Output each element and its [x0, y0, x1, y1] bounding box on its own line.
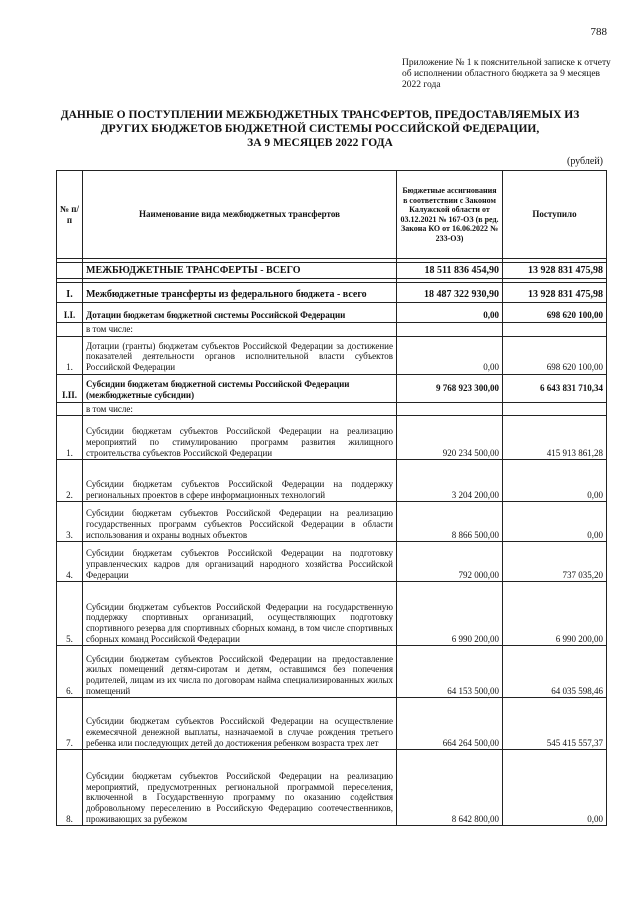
- row-fact: 415 913 861,28: [503, 416, 607, 460]
- transfers-table: [56, 170, 607, 826]
- row-fact: 6 990 200,00: [503, 582, 607, 646]
- table-row: [57, 750, 607, 826]
- row-plan: 18 511 836 454,90: [397, 263, 503, 279]
- row-fact: 0,00: [503, 460, 607, 502]
- row-name: Субсидии бюджетам субъектов Российской Федерации на подготовку управленческих кадров для организаций народного хозяйства Российской Федерации: [83, 542, 397, 582]
- row-name: Межбюджетные трансферты из федерального бюджета - всего: [83, 283, 397, 303]
- row-fact: 0,00: [503, 502, 607, 542]
- row-num: 8.: [57, 750, 83, 826]
- row-num: 1.: [57, 336, 83, 374]
- title-line-3: ЗА 9 МЕСЯЦЕВ 2022 ГОДА: [247, 137, 393, 149]
- row-name: Субсидии бюджетам субъектов Российской Федерации на поддержку региональных проектов в сфере информационных технологий: [83, 460, 397, 502]
- row-name: Субсидии бюджетам субъектов Российской Федерации на реализацию мероприятий по стимулированию программ развития жилищного строительства субъектов Российской Федерации: [83, 416, 397, 460]
- row-fact: 545 415 557,37: [503, 698, 607, 750]
- row-fact: 6 643 831 710,34: [503, 374, 607, 402]
- header-name: Наименование вида межбюджетных трансфертов: [83, 171, 397, 259]
- row-num: 5.: [57, 582, 83, 646]
- table-row-total: [57, 263, 607, 279]
- table-row: [57, 698, 607, 750]
- table-row-incl: [57, 323, 607, 337]
- header-plan: Бюджетные ассигнования в соответствии с Законом Калужской области от 03.12.2021 № 167-ОЗ (в ред. Закона КО от 16.06.2022 № 233-ОЗ): [397, 171, 503, 259]
- row-plan: 9 768 923 300,00: [397, 374, 503, 402]
- page-number: 788: [590, 26, 607, 38]
- table-row-subsidies: [57, 374, 607, 402]
- table-row: [57, 502, 607, 542]
- units-label: (рублей): [566, 156, 603, 167]
- row-num: 1.: [57, 416, 83, 460]
- row-plan: 0,00: [397, 336, 503, 374]
- row-name: Дотации бюджетам бюджетной системы Российской Федерации: [83, 303, 397, 323]
- row-name: в том числе:: [83, 323, 397, 337]
- row-fact: 698 620 100,00: [503, 303, 607, 323]
- row-name: Субсидии бюджетам субъектов Российской Федерации на осуществление ежемесячной денежной выплаты, назначаемой в случае рождения третьего ребенка или последующих детей до достижения ребенком возраста трех лет: [83, 698, 397, 750]
- row-num: I.: [57, 283, 83, 303]
- row-plan: 8 866 500,00: [397, 502, 503, 542]
- row-fact: 13 928 831 475,98: [503, 263, 607, 279]
- table-row-dotations: [57, 303, 607, 323]
- row-plan: 920 234 500,00: [397, 416, 503, 460]
- row-name: Субсидии бюджетам субъектов Российской Федерации на предоставление жилых помещений детям-сиротам и детям, оставшимся без попечения родителей, лицам из их числа по договорам найма специализированных жилых помещений: [83, 646, 397, 698]
- row-num: 4.: [57, 542, 83, 582]
- title-line-1: ДАННЫЕ О ПОСТУПЛЕНИИ МЕЖБЮДЖЕТНЫХ ТРАНСФЕРТОВ, ПРЕДОСТАВЛЯЕМЫХ ИЗ: [60, 109, 580, 121]
- row-plan: 64 153 500,00: [397, 646, 503, 698]
- row-num: 2.: [57, 460, 83, 502]
- row-fact: 64 035 598,46: [503, 646, 607, 698]
- table-row: [57, 582, 607, 646]
- row-fact: 0,00: [503, 750, 607, 826]
- table-header-row: [57, 171, 607, 259]
- row-name: Дотации (гранты) бюджетам субъектов Российской Федерации за достижение показателей деятельности органов исполнительной власти субъектов Российской Федерации: [83, 336, 397, 374]
- table-row: [57, 336, 607, 374]
- row-fact: 13 928 831 475,98: [503, 283, 607, 303]
- row-plan: 6 990 200,00: [397, 582, 503, 646]
- table-row-federal: [57, 283, 607, 303]
- row-name: в том числе:: [83, 402, 397, 416]
- header-num: № п/п: [57, 171, 83, 259]
- row-plan: 3 204 200,00: [397, 460, 503, 502]
- table-row: [57, 460, 607, 502]
- row-num: 3.: [57, 502, 83, 542]
- row-name: МЕЖБЮДЖЕТНЫЕ ТРАНСФЕРТЫ - ВСЕГО: [83, 263, 397, 279]
- row-num: I.I.: [57, 303, 83, 323]
- header-fact: Поступило: [503, 171, 607, 259]
- table-row: [57, 542, 607, 582]
- appendix-note: Приложение № 1 к пояснительной записке к отчету об исполнении областного бюджета за 9 месяцев 2022 года: [402, 58, 611, 90]
- row-fact: 737 035,20: [503, 542, 607, 582]
- table-row-incl: [57, 402, 607, 416]
- row-name: Субсидии бюджетам бюджетной системы Российской Федерации (межбюджетные субсидии): [83, 374, 397, 402]
- row-plan: 664 264 500,00: [397, 698, 503, 750]
- row-fact: 698 620 100,00: [503, 336, 607, 374]
- row-num: 7.: [57, 698, 83, 750]
- document-title: [40, 108, 600, 150]
- title-line-2: ДРУГИХ БЮДЖЕТОВ БЮДЖЕТНОЙ СИСТЕМЫ РОССИЙСКОЙ ФЕДЕРАЦИИ,: [100, 123, 540, 135]
- table-row: [57, 416, 607, 460]
- row-plan: 792 000,00: [397, 542, 503, 582]
- row-name: Субсидии бюджетам субъектов Российской Федерации на государственную поддержку спортивных организаций, осуществляющих подготовку спортивного резерва для спортивных сборных команд, в том числе спортивных сборных команд Российской Федерации: [83, 582, 397, 646]
- row-name: Субсидии бюджетам субъектов Российской Федерации на реализацию государственных программ субъектов Российской Федерации в области использования и охраны водных объектов: [83, 502, 397, 542]
- row-num: I.II.: [57, 374, 83, 402]
- row-plan: 18 487 322 930,90: [397, 283, 503, 303]
- row-name: Субсидии бюджетам субъектов Российской Федерации на реализацию мероприятий, предусмотренных региональной программой переселения, включенной в Государственную программу по оказанию содействия добровольному переселению в Российскую Федерацию соотечественников, проживающих за рубежом: [83, 750, 397, 826]
- row-num: 6.: [57, 646, 83, 698]
- row-plan: 8 642 800,00: [397, 750, 503, 826]
- row-plan: 0,00: [397, 303, 503, 323]
- table-row: [57, 646, 607, 698]
